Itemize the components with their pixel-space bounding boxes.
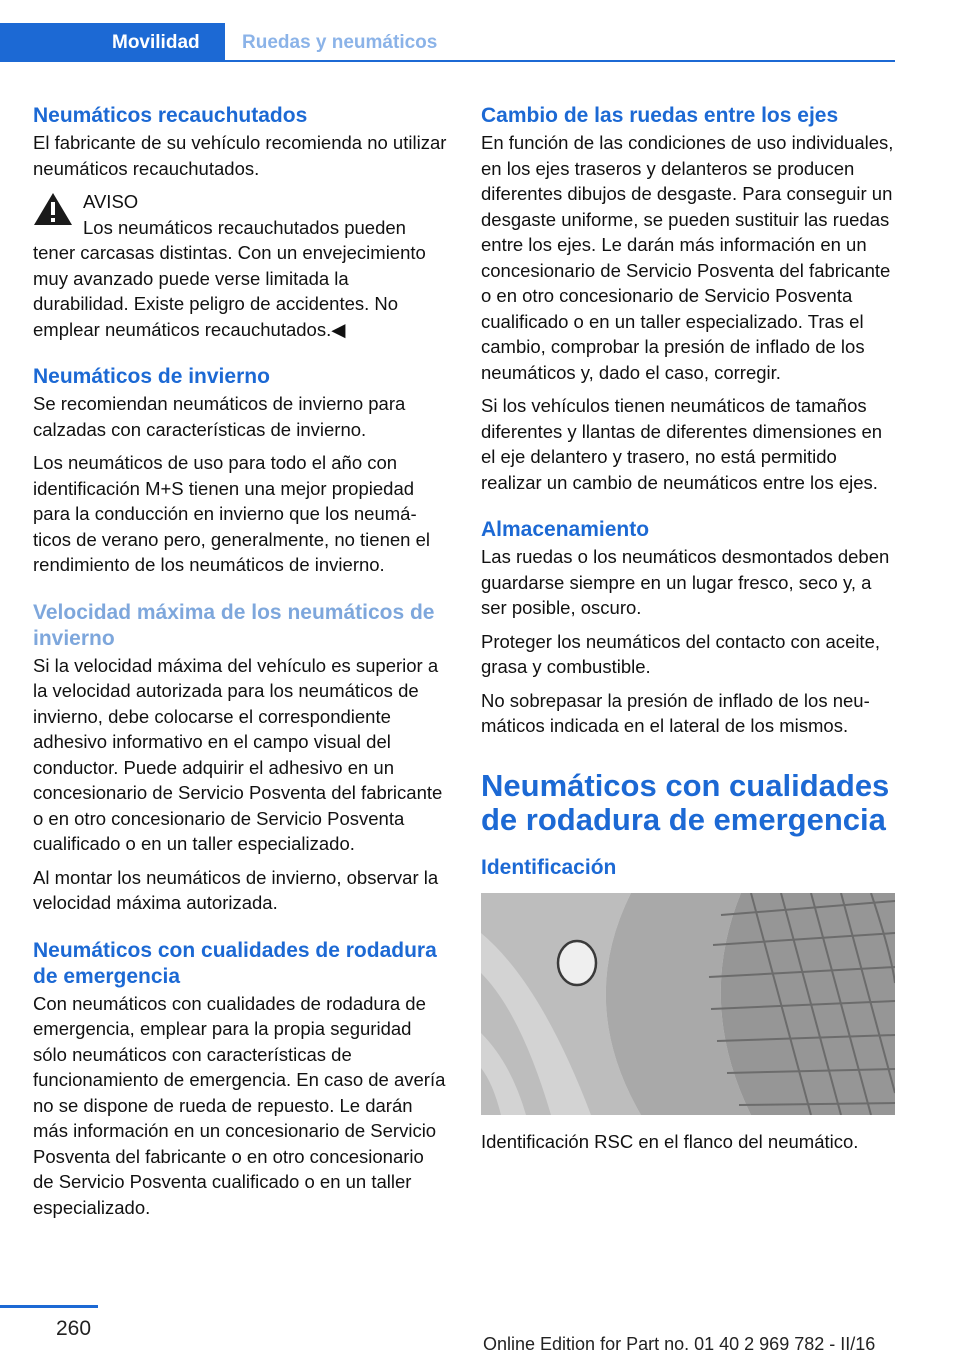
retreaded-title: Neumáticos recauchutados (33, 104, 308, 127)
winter-paragraph-2: Los neumáticos de uso para todo el año con identificación M+S tienen una mejor propiedad para la conducción en invierno que los neumáticos de verano pero, generalmente, no tienen el rendimiento de los neumáticos de invierno. (33, 452, 430, 575)
storage-section (481, 517, 896, 739)
rotation-section (481, 103, 896, 495)
page-number: 260 (56, 1317, 92, 1340)
header-rule (225, 60, 895, 62)
retreaded-section (33, 103, 448, 342)
warning-text: Los neumáticos recauchutados pueden tener carcasas distintas. Con un envejecimiento muy avanzado puede verse limitada la durabilidad. Existe peligro de accidentes. No emplear neumáticos recauchutados.◀ (33, 216, 426, 340)
retreaded-paragraph: El fabricante de su vehículo recomienda no utilizar neumáticos recauchutados. (33, 132, 447, 179)
storage-title: Almacenamiento (481, 518, 650, 541)
identification-title: Identificación (481, 855, 617, 879)
tire-illustration (481, 893, 895, 1115)
footer-rule (0, 1305, 98, 1308)
warning-block (33, 189, 448, 342)
edition-text: Online Edition for Part no. 01 40 2 969 782 - II/16 (483, 1334, 876, 1354)
rotation-paragraph-1: En función de las condiciones de uso individuales, en los ejes traseros y delanteros se producen diferentes dibujos de desgaste. Para conseguir un desgaste uniforme, se pueden sustituir las ruedas entre los ejes. Le darán más información en un concesionario de Servicio Posventa del fabricante o en otro concesionario de Servicio Posventa cualificado o en un taller especializado. Tras el cambio, comprobar la presión de inflado de los neumáticos y, dado el caso, corregir. (481, 132, 894, 383)
storage-paragraph-2: Proteger los neumáticos del contacto con aceite, grasa y combustible. (481, 630, 881, 677)
chapter-title: Neumáticos con cualidades de rodadura de emergencia (481, 767, 890, 837)
max-speed-paragraph-2: Al montar los neumáticos de invierno, observar la velocidad máxima autorizada. (33, 866, 439, 913)
winter-title: Neumáticos de invierno (33, 365, 270, 388)
rsc-tire-figure (481, 893, 895, 1115)
runflat-title: Neumáticos con cualidades de rodadura de emergencia (33, 938, 437, 988)
rotation-paragraph-2: Si los vehículos tienen neumáticos de tamaños diferentes y llantas de diferentes dimensiones en el eje delantero y trasero, no está permitido realizar un cambio de neumáticos entre los ejes. (481, 395, 883, 493)
max-speed-title: Velocidad máxima de los neumáticos de invierno (33, 600, 435, 650)
header-section-tab[interactable]: Movilidad (0, 23, 225, 62)
winter-section (33, 364, 448, 578)
max-speed-paragraph-1: Si la velocidad máxima del vehículo es superior a la velocidad autorizada para los neumáticos de invierno, debe colocarse el correspondiente adhesivo informativo en el campo visual del conductor. Puede adquirir el adhesivo en un concesionario de Servicio Posventa del fabricante o en otro concesionario de Servicio Posventa cualificado o en un taller especializado. (33, 654, 443, 854)
winter-paragraph-1: Se recomiendan neumáticos de invierno para calzadas con características de invierno. (33, 393, 406, 440)
warning-label: AVISO (83, 191, 139, 212)
max-speed-section (33, 600, 448, 916)
rotation-title: Cambio de las ruedas entre los ejes (481, 104, 839, 127)
warning-triangle-icon (33, 192, 73, 226)
storage-paragraph-1: Las ruedas o los neumáticos desmontados deben guardarse siempre en un lugar fresco, seco y, a ser posible, oscuro. (481, 546, 890, 618)
header-subsection-tab[interactable]: Ruedas y neumáticos (242, 32, 438, 53)
runflat-paragraph: Con neumáticos con cualidades de rodadura de emergencia, emplear para la propia seguridad sólo neumáticos con características de funcionamiento de emergencia. En caso de avería no se dispone de rueda de repuesto. Le darán más información en un concesionario de Servicio Posventa del fabricante o en otro concesionario de Servicio Posventa cualificado o en un taller especializado. (33, 992, 446, 1218)
identification-caption: Identificación RSC en el flanco del neumático. (481, 1130, 859, 1152)
page-header (0, 23, 895, 62)
storage-paragraph-3: No sobrepasar la presión de inflado de los neumáticos indicada en el lateral de los mismos. (481, 689, 870, 736)
left-column (33, 103, 448, 1242)
runflat-section (33, 938, 448, 1221)
right-column (481, 103, 896, 1162)
